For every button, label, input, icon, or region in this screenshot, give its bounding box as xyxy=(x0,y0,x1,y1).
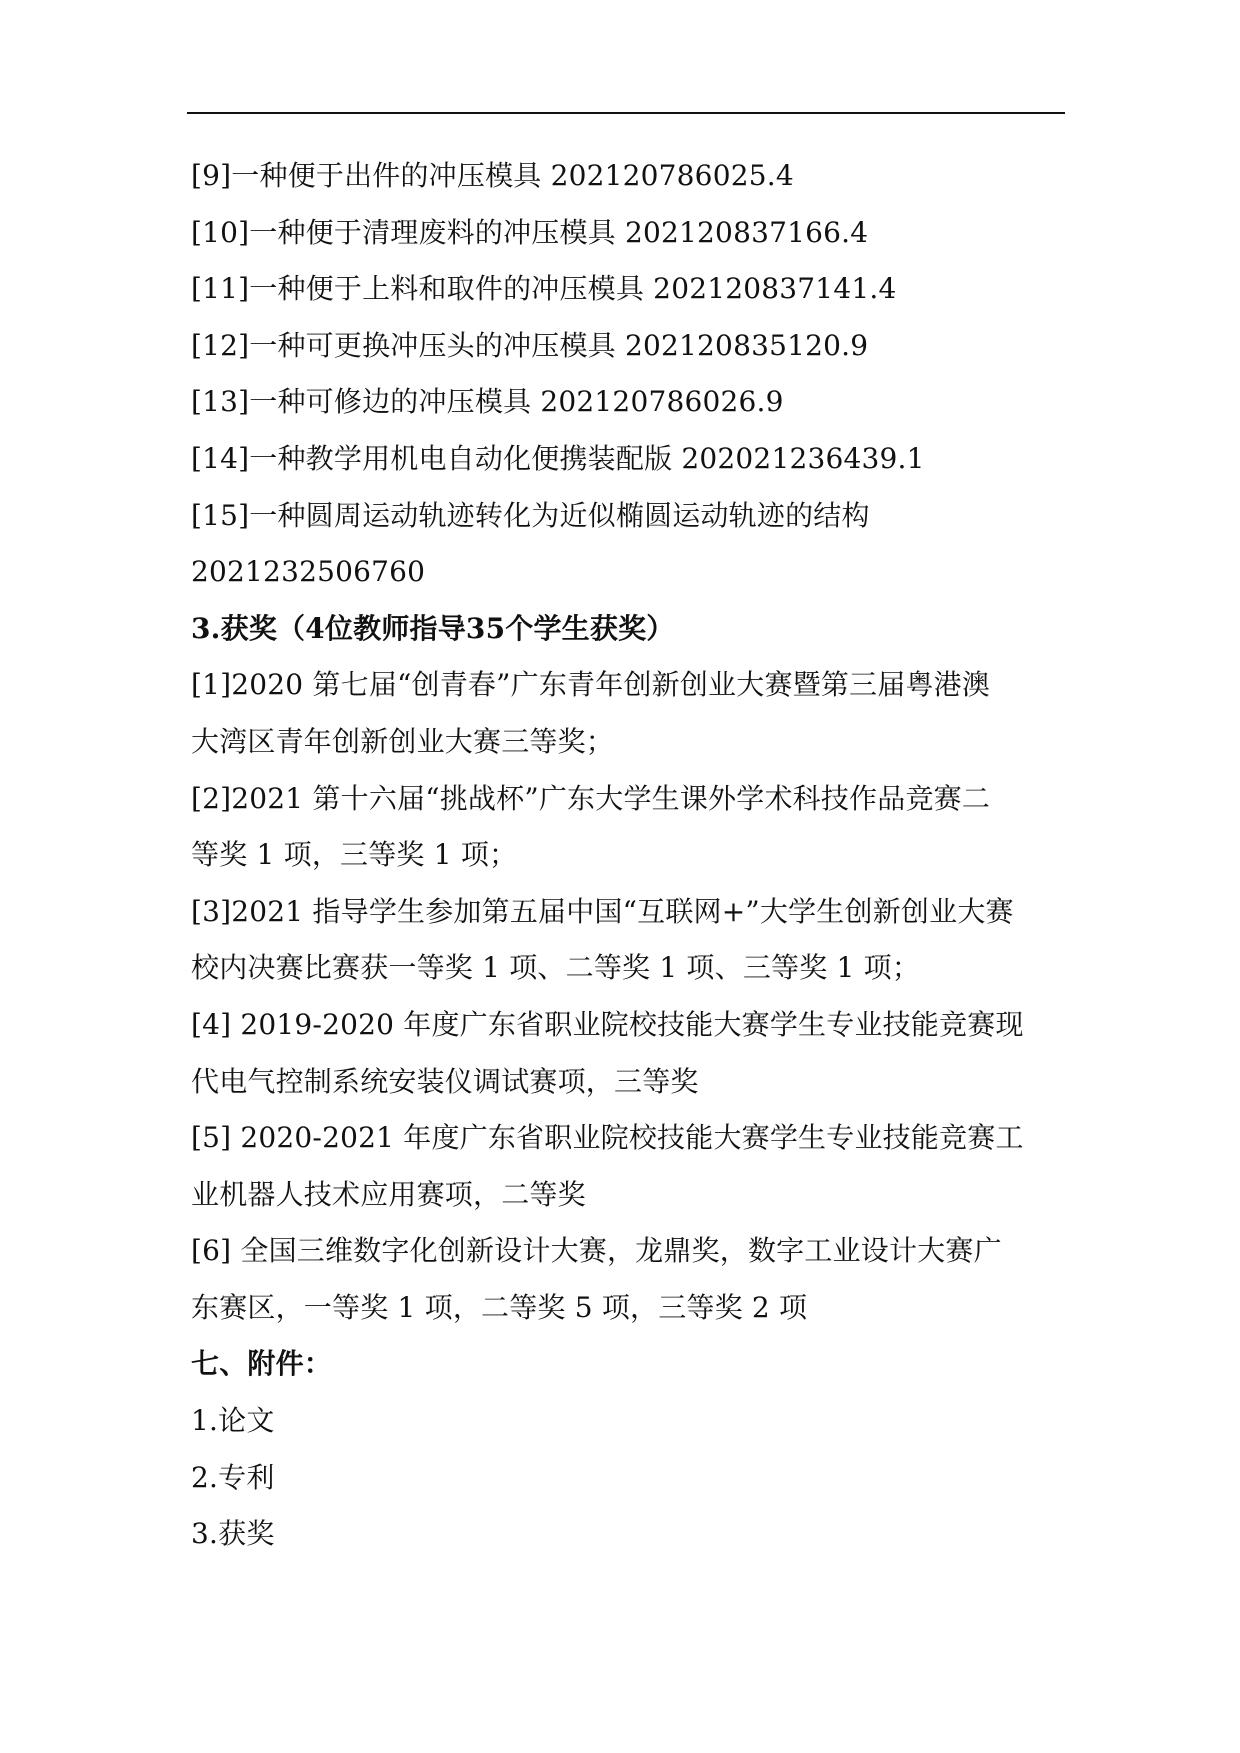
award-item-6-cont: 东赛区，一等奖 1 项，二等奖 5 项，三等奖 2 项 xyxy=(191,1290,808,1324)
award-item-3-cont: 校内决赛比赛获一等奖 1 项、二等奖 1 项、三等奖 1 项； xyxy=(191,951,921,985)
awards-heading: 3.获奖（4位教师指导35个学生获奖） xyxy=(191,611,675,645)
attachment-item-patents: 2.专利 xyxy=(191,1460,275,1494)
patent-item-14: [14]一种教学用机电自动化便携装配版 202021236439.1 xyxy=(191,441,925,475)
award-item-6: [6] 全国三维数字化创新设计大赛，龙鼎奖，数字工业设计大赛广 xyxy=(191,1234,1002,1268)
patent-item-9: [9]一种便于出件的冲压模具 202120786025.4 xyxy=(191,159,794,192)
patent-item-10: [10]一种便于清理废料的冲压模具 202120837166.4 xyxy=(191,215,869,249)
patent-item-12: [12]一种可更换冲压头的冲压模具 202120835120.9 xyxy=(191,328,869,362)
attachments-heading: 七、附件： xyxy=(191,1347,333,1381)
patent-item-13: [13]一种可修边的冲压模具 202120786026.9 xyxy=(191,385,784,419)
award-item-3: [3]2021 指导学生参加第五届中国“互联网+”大学生创新创业大赛 xyxy=(191,894,1014,928)
award-item-4: [4] 2019-2020 年度广东省职业院校技能大赛学生专业技能竞赛现 xyxy=(191,1007,1024,1041)
header-rule xyxy=(187,112,1065,114)
award-item-5: [5] 2020-2021 年度广东省职业院校技能大赛学生专业技能竞赛工 xyxy=(191,1121,1024,1155)
award-item-1-cont: 大湾区青年创新创业大赛三等奖； xyxy=(191,724,615,758)
award-item-2-cont: 等奖 1 项，三等奖 1 项； xyxy=(191,838,518,872)
award-item-5-cont: 业机器人技术应用赛项，二等奖 xyxy=(191,1177,586,1211)
award-item-4-cont: 代电气控制系统安装仪调试赛项，三等奖 xyxy=(191,1064,699,1098)
award-item-1: [1]2020 第七届“创青春”广东青年创新创业大赛暨第三届粤港澳 xyxy=(191,668,991,702)
attachment-item-papers: 1.论文 xyxy=(191,1404,275,1438)
patent-item-15-number: 2021232506760 xyxy=(191,555,426,589)
patent-item-11: [11]一种便于上料和取件的冲压模具 202120837141.4 xyxy=(191,272,897,306)
document-body xyxy=(191,148,1069,1563)
attachment-item-awards: 3.获奖 xyxy=(191,1517,275,1551)
patent-item-15: [15]一种圆周运动轨迹转化为近似椭圆运动轨迹的结构 xyxy=(191,498,870,532)
award-item-2: [2]2021 第十六届“挑战杯”广东大学生课外学术科技作品竞赛二 xyxy=(191,781,991,815)
